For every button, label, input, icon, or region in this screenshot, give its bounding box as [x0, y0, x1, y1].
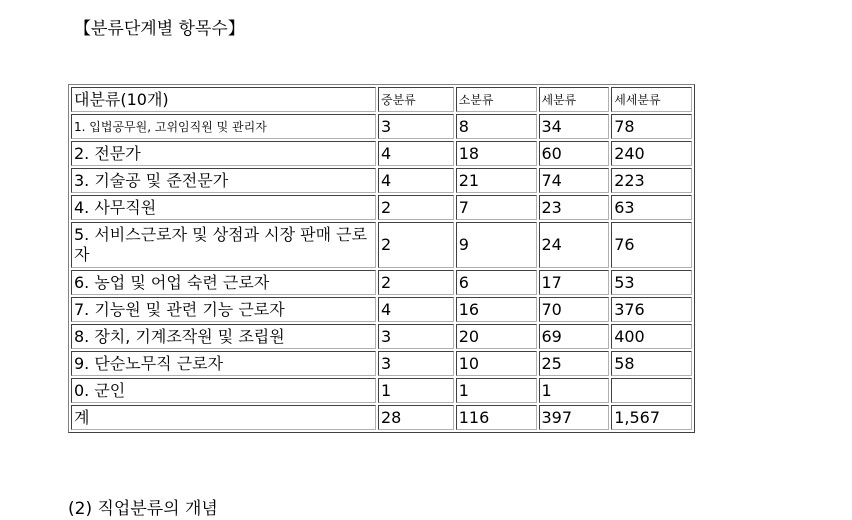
header-major: 대분류(10개) — [71, 87, 376, 112]
row-label: 0. 군인 — [71, 378, 376, 403]
row-label: 3. 기술공 및 준전문가 — [71, 168, 376, 193]
cell-subsub — [611, 378, 692, 403]
cell-subsub: 240 — [611, 141, 692, 166]
cell-minor: 1 — [456, 378, 537, 403]
cell-subsub: 63 — [611, 195, 692, 220]
table-row — [71, 324, 692, 349]
cell-subsub: 58 — [611, 351, 692, 376]
table-row — [71, 351, 692, 376]
cell-middle: 3 — [378, 351, 454, 376]
row-label: 계 — [71, 405, 376, 430]
cell-middle: 3 — [378, 114, 454, 139]
table-row — [71, 168, 692, 193]
table-row — [71, 141, 692, 166]
row-label: 4. 사무직원 — [71, 195, 376, 220]
cell-sub: 23 — [539, 195, 610, 220]
row-label: 1. 입법공무원, 고위임직원 및 관리자 — [71, 114, 376, 139]
cell-minor: 9 — [456, 222, 537, 268]
table-total-row — [71, 405, 692, 430]
cell-subsub: 1,567 — [611, 405, 692, 430]
row-label: 8. 장치, 기계조작원 및 조립원 — [71, 324, 376, 349]
table-row — [71, 270, 692, 295]
header-minor: 소분류 — [456, 87, 537, 112]
cell-subsub: 53 — [611, 270, 692, 295]
header-sub: 세분류 — [539, 87, 610, 112]
row-label: 2. 전문가 — [71, 141, 376, 166]
cell-sub: 397 — [539, 405, 610, 430]
cell-subsub: 223 — [611, 168, 692, 193]
cell-sub: 1 — [539, 378, 610, 403]
cell-subsub: 76 — [611, 222, 692, 268]
cell-minor: 18 — [456, 141, 537, 166]
cell-middle: 1 — [378, 378, 454, 403]
cell-subsub: 376 — [611, 297, 692, 322]
cell-subsub: 78 — [611, 114, 692, 139]
cell-sub: 69 — [539, 324, 610, 349]
section-heading: 【분류단계별 항목수】 — [74, 19, 245, 39]
cell-minor: 20 — [456, 324, 537, 349]
cell-minor: 6 — [456, 270, 537, 295]
cell-middle: 28 — [378, 405, 454, 430]
cell-middle: 4 — [378, 168, 454, 193]
cell-subsub: 400 — [611, 324, 692, 349]
cell-sub: 17 — [539, 270, 610, 295]
table-row — [71, 297, 692, 322]
table-header-row — [71, 87, 692, 112]
cell-sub: 70 — [539, 297, 610, 322]
cell-minor: 16 — [456, 297, 537, 322]
cell-sub: 24 — [539, 222, 610, 268]
cell-middle: 3 — [378, 324, 454, 349]
cell-minor: 10 — [456, 351, 537, 376]
cell-middle: 2 — [378, 195, 454, 220]
table-row — [71, 114, 692, 139]
cell-sub: 74 — [539, 168, 610, 193]
table-row — [71, 195, 692, 220]
cell-middle: 4 — [378, 141, 454, 166]
cell-sub: 60 — [539, 141, 610, 166]
cell-minor: 8 — [456, 114, 537, 139]
header-subsub: 세세분류 — [611, 87, 692, 112]
row-label: 9. 단순노무직 근로자 — [71, 351, 376, 376]
cell-middle: 4 — [378, 297, 454, 322]
row-label: 6. 농업 및 어업 숙련 근로자 — [71, 270, 376, 295]
cell-minor: 116 — [456, 405, 537, 430]
cell-sub: 34 — [539, 114, 610, 139]
cell-minor: 7 — [456, 195, 537, 220]
row-label: 5. 서비스근로자 및 상점과 시장 판매 근로자 — [71, 222, 376, 268]
next-section-heading: (2) 직업분류의 개념 — [68, 499, 218, 519]
header-middle: 중분류 — [378, 87, 454, 112]
row-label: 7. 기능원 및 관련 기능 근로자 — [71, 297, 376, 322]
cell-middle: 2 — [378, 270, 454, 295]
cell-minor: 21 — [456, 168, 537, 193]
table-row — [71, 222, 692, 268]
table-row — [71, 378, 692, 403]
cell-middle: 2 — [378, 222, 454, 268]
classification-count-table — [68, 84, 695, 433]
cell-sub: 25 — [539, 351, 610, 376]
